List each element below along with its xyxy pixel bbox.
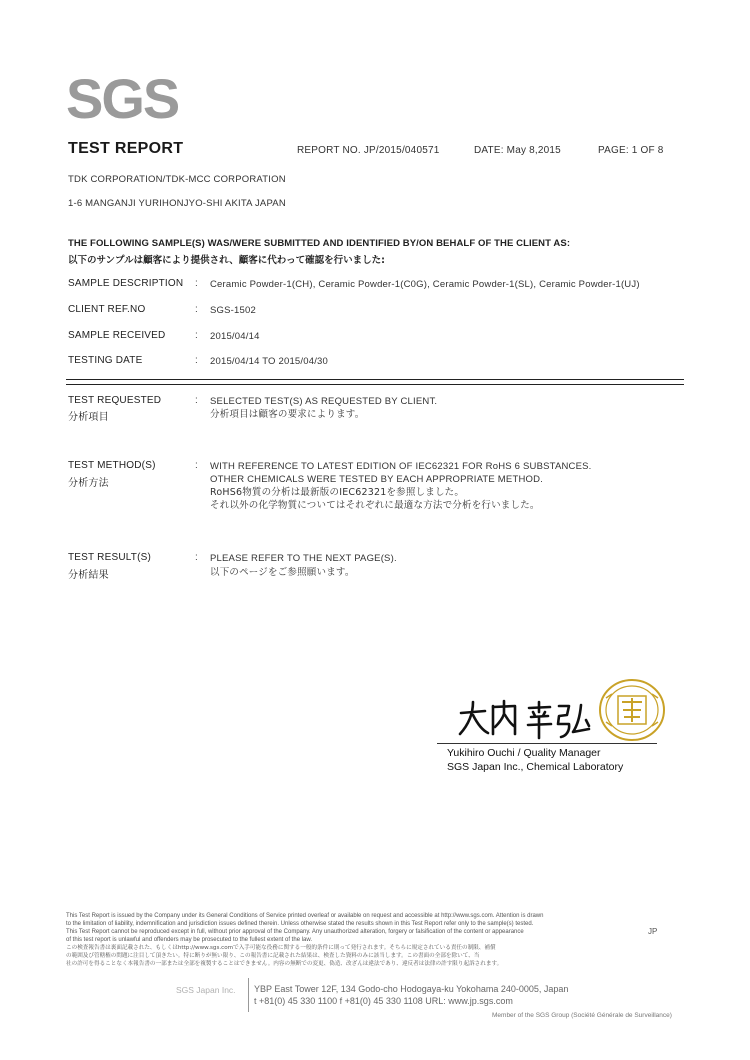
test-requested-label-jp: 分析項目: [68, 412, 109, 423]
testing-date-value: 2015/04/14 TO 2015/04/30: [210, 356, 329, 367]
footer-divider: [248, 978, 249, 1012]
sample-description-label: SAMPLE DESCRIPTION: [68, 278, 184, 289]
svg-text:SGS: SGS: [66, 67, 179, 130]
field-colon: :: [195, 552, 198, 563]
divider-rule: [66, 379, 684, 380]
footer-disclaimer-line: This Test Report cannot be reproduced except in full, without prior approval of the Company. Any unauthorized alteration, forgery or falsification of the content or appearance: [66, 929, 524, 935]
test-result-line: 以下のページをご参照願います。: [210, 567, 355, 578]
field-colon: :: [195, 304, 198, 315]
footer-company-name: SGS Japan Inc.: [176, 985, 236, 995]
test-result-label-jp: 分析結果: [68, 570, 109, 581]
field-colon: :: [195, 355, 198, 366]
field-colon: :: [195, 460, 198, 471]
test-method-line: WITH REFERENCE TO LATEST EDITION OF IEC62321 FOR RoHS 6 SUBSTANCES.: [210, 461, 592, 472]
footer-disclaimer-line: 社の許可を得ることなく本報告書の一部または全部を複製することはできません。内容の無断での変更、偽造、改ざんは違法であり、違反者は法律の許す限り起訴されます。: [66, 961, 503, 967]
report-date: DATE: May 8,2015: [474, 145, 561, 156]
intro-japanese: 以下のサンプルは顧客により提供され、顧客に代わって確認を行いました:: [68, 255, 385, 266]
report-number: REPORT NO. JP/2015/040571: [297, 145, 440, 156]
test-method-line: OTHER CHEMICALS WERE TESTED BY EACH APPROPRIATE METHOD.: [210, 474, 543, 485]
test-method-line: それ以外の化学物質についてはそれぞれに最適な方法で分析を行いました。: [210, 500, 540, 511]
testing-date-label: TESTING DATE: [68, 355, 143, 366]
test-method-label: TEST METHOD(S): [68, 460, 156, 471]
handwritten-signature: [455, 698, 595, 742]
report-title: TEST REPORT: [68, 140, 184, 157]
client-name: TDK CORPORATION/TDK-MCC CORPORATION: [68, 174, 286, 185]
sample-description-value: Ceramic Powder-1(CH), Ceramic Powder-1(C0G), Ceramic Powder-1(SL), Ceramic Powder-1(UJ): [210, 279, 640, 290]
signatory-name: Yukihiro Ouchi / Quality Manager: [447, 747, 601, 759]
test-result-label: TEST RESULT(S): [68, 552, 151, 563]
field-colon: :: [195, 278, 198, 289]
test-method-label-jp: 分析方法: [68, 478, 109, 489]
test-requested-line: 分析項目は顧客の要求によります。: [210, 409, 365, 420]
field-colon: :: [195, 395, 198, 406]
field-colon: :: [195, 330, 198, 341]
footer-disclaimer-line: to the limitation of liability, indemnification and jurisdiction issues defined therein. Unless otherwise stated the results shown in this Test Report refer only to the sample(s) tested.: [66, 921, 534, 927]
signatory-organization: SGS Japan Inc., Chemical Laboratory: [447, 761, 624, 773]
test-method-line: RoHS6物質の分析は最新版のIEC62321を参照しました。: [210, 487, 465, 498]
footer-disclaimer-line: of this test report is unlawful and offenders may be prosecuted to the fullest extent of the law.: [66, 937, 313, 943]
footer-disclaimer-line: This Test Report is issued by the Company under its General Conditions of Service printed overleaf or available on request and accessible at http://www.sgs.com. Attention is drawn: [66, 913, 544, 919]
test-requested-line: SELECTED TEST(S) AS REQUESTED BY CLIENT.: [210, 396, 438, 407]
page-number: PAGE: 1 OF 8: [598, 145, 664, 156]
sgs-logo: [66, 62, 186, 132]
client-address: 1-6 MANGANJI YURIHONJYO-SHI AKITA JAPAN: [68, 198, 286, 209]
client-ref-value: SGS-1502: [210, 305, 256, 316]
client-ref-label: CLIENT REF.NO: [68, 304, 146, 315]
sample-received-label: SAMPLE RECEIVED: [68, 330, 166, 341]
company-seal-stamp: [596, 676, 668, 744]
test-result-line: PLEASE REFER TO THE NEXT PAGE(S).: [210, 553, 397, 564]
footer-member-note: Member of the SGS Group (Société Générale de Surveillance): [492, 1012, 672, 1019]
sample-received-value: 2015/04/14: [210, 331, 260, 342]
footer-address: YBP East Tower 12F, 134 Godo-cho Hodogaya-ku Yokohama 240-0005, Japan: [254, 984, 569, 994]
footer-disclaimer-line: この検査報告書は裏面記載された、もしくはhttp://www.sgs.comで入手可能な役務に関する一般的条件に則って発行されます。そちらに規定されている責任の制限、補償: [66, 945, 496, 951]
footer-disclaimer-line: の範囲及び管轄権の問題に注目して頂きたい。特に断りが無い限り、この報告書に記載された結果は、検査した資料のみに該当します。この書面の全部を除いて、当: [66, 953, 480, 959]
intro-english: THE FOLLOWING SAMPLE(S) WAS/WERE SUBMITTED AND IDENTIFIED BY/ON BEHALF OF THE CLIENT AS:: [68, 238, 571, 249]
test-requested-label: TEST REQUESTED: [68, 395, 162, 406]
divider-rule: [66, 384, 684, 385]
country-code: JP: [648, 927, 658, 936]
footer-contact: t +81(0) 45 330 1100 f +81(0) 45 330 1108 URL: www.jp.sgs.com: [254, 996, 513, 1006]
signature-line: [437, 743, 657, 744]
